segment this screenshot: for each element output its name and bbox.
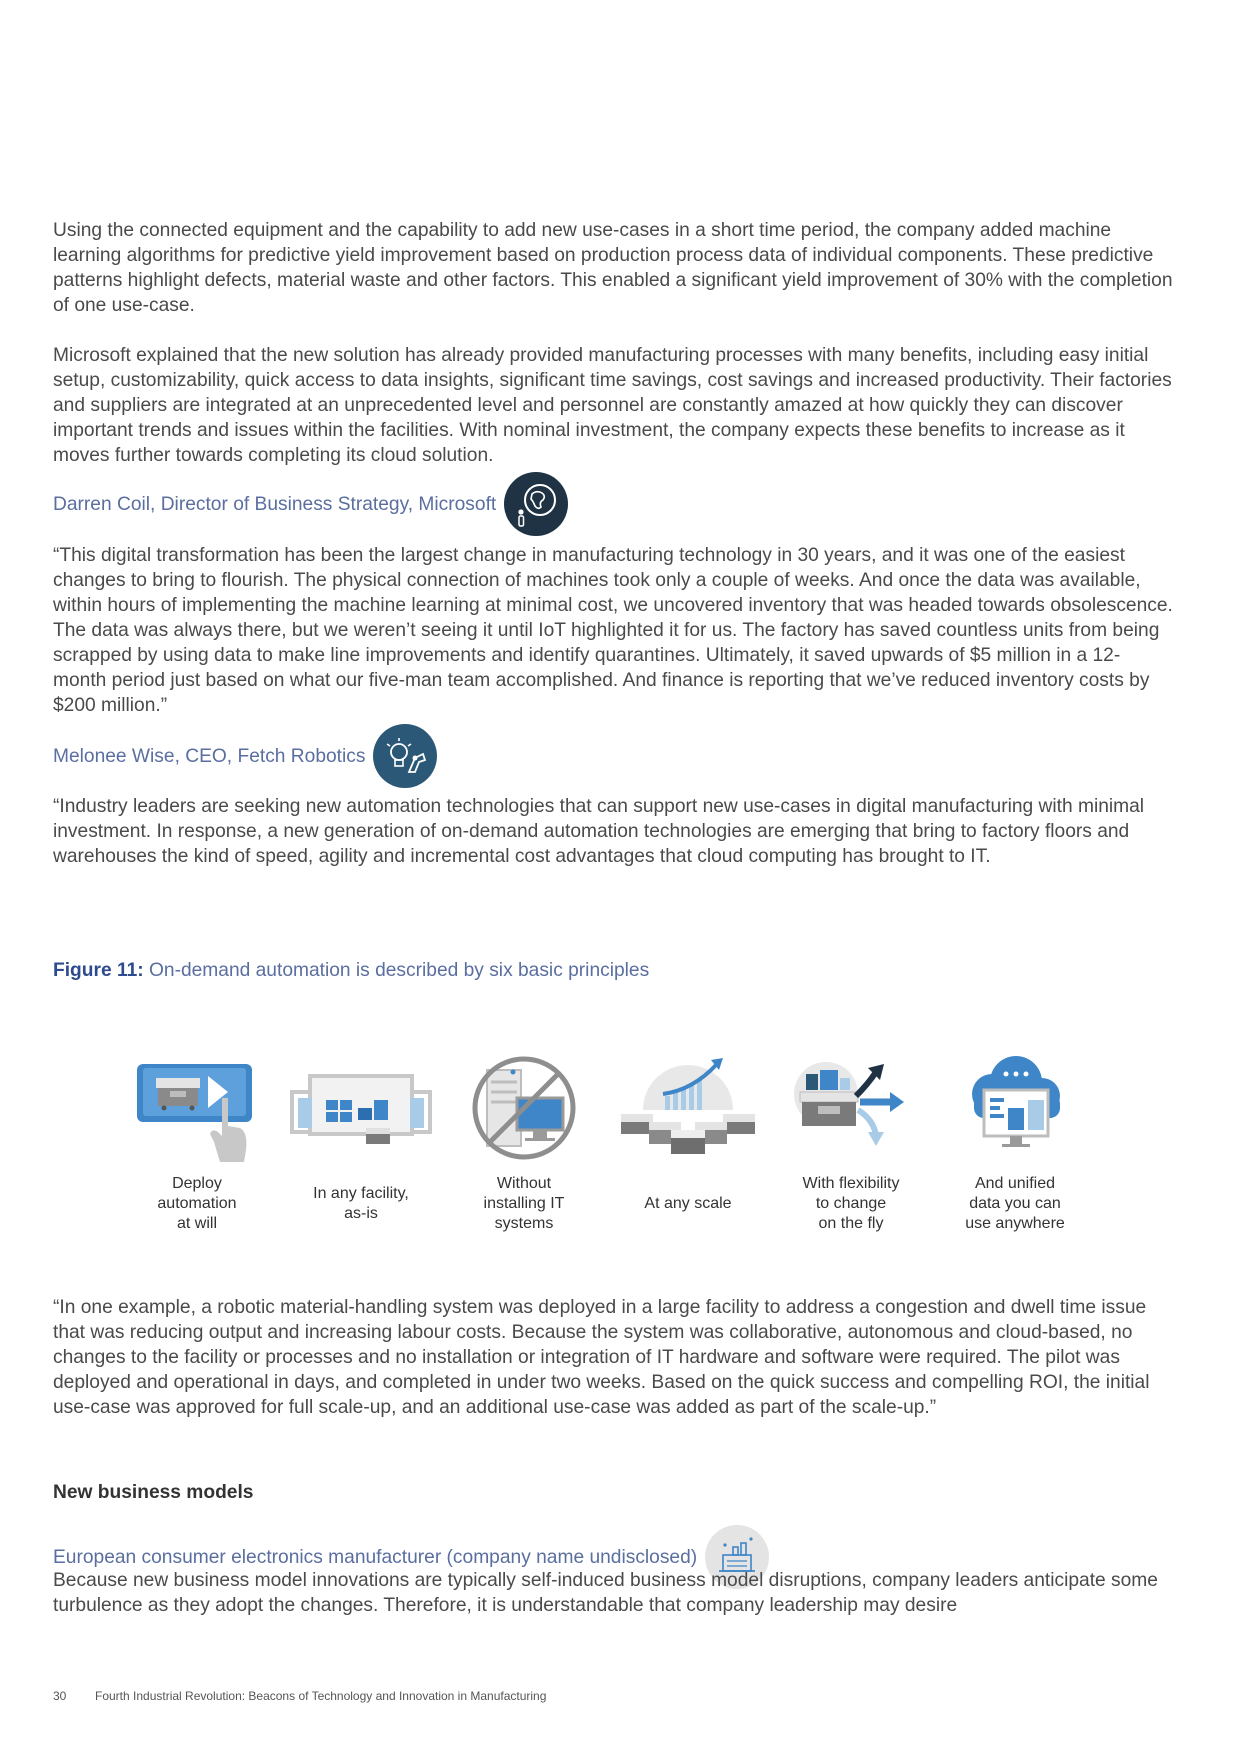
cloud-data-icon — [940, 1050, 1090, 1168]
principle-label: Deploy automation at will — [157, 1175, 237, 1232]
paragraph-quote-darren-coil: “This digital transformation has been the largest change in manufacturing technology in 30 years, and it was one of the easiest changes to bring to flourish. The physical connection of machines took only a couple of weeks. And once the data was available, within hours of implementing the machine learning at minimal cost, we uncovered inventory that was headed towards obsolescence. The data was always there, but we weren’t seeing it until IoT highlighted it for us. The factory has saved countless units from being scrapped by using data to make line improvements and identify quarantines. Ultimately, it saved upwards of $5 million in a 12-month period just based on what our five-man team accomplished. And finance is reporting that we’ve reduced inventory costs by $200 million.” — [53, 545, 1173, 716]
principle-label: And unified data you can use anywhere — [965, 1175, 1065, 1232]
paragraph-robotic-example: “In one example, a robotic material-handling system was deployed in a large facility to address a congestion and dwell time issue that was reducing output and increasing labour costs. Because the system was collaborative, autonomous and cloud-based, no changes to the facility or processes and no installation or integration of IT hardware and software were required. The pilot was deployed and operational in days, and completed in under two weeks. Based on the quick success and compelling ROI, the initial use-case was approved for full scale-up, and an additional use-case was added as part of the scale-up.” — [53, 1297, 1150, 1418]
paragraph-business-models: Because new business model innovations are typically self-induced business model disruptions, company leaders anticipate some turbulence as they adopt the changes. Therefore, it is understandable that company leadership may desire — [53, 1570, 1158, 1616]
principle-label: In any facility, as-is — [313, 1185, 409, 1222]
tablet-robot-icon — [122, 1050, 272, 1168]
principle-label: Without installing IT systems — [483, 1175, 565, 1232]
paragraph-microsoft-benefits: Microsoft explained that the new solution has already provided manufacturing processes with many benefits, including easy initial setup, customizability, quick access to data insights, significant time savings, cost savings and increased productivity. Their factories and suppliers are integrated at an unprecedented level and personnel are constantly amazed at how quickly they can discover important trends and issues within the facilities. With nominal investment, the company expects these benefits to increase as it moves further towards completing its cloud solution. — [53, 345, 1172, 466]
attribution-text: Melonee Wise, CEO, Fetch Robotics — [53, 745, 366, 767]
principle-scale — [613, 1050, 763, 1212]
principle-unified-data — [940, 1050, 1090, 1232]
flexibility-arrows-icon — [776, 1050, 926, 1168]
footer-title: Fourth Industrial Revolution: Beacons of Technology and Innovation in Manufacturing — [95, 1689, 547, 1703]
principle-deploy — [122, 1050, 272, 1232]
attribution-darren-coil — [53, 472, 568, 536]
page-number: 30 — [53, 1689, 67, 1703]
section-heading: New business models — [53, 1482, 254, 1503]
attribution-melonee-wise — [53, 724, 437, 788]
attribution-text: European consumer electronics manufacturer (company name undisclosed) — [53, 1546, 698, 1568]
attribution-text: Darren Coil, Director of Business Strategy, Microsoft — [53, 493, 497, 515]
lightbulb-robot-arm-icon — [373, 724, 437, 788]
principle-facility — [286, 1050, 436, 1222]
principle-label: With flexibility to change on the fly — [802, 1175, 900, 1232]
principle-label: At any scale — [644, 1195, 732, 1212]
no-it-systems-icon — [449, 1050, 599, 1168]
scale-chart-icon — [613, 1050, 763, 1168]
figure-title: On-demand automation is described by six basic principles — [148, 960, 650, 981]
figure-caption — [53, 958, 649, 983]
paragraph-quote-melonee-wise: “Industry leaders are seeking new automation technologies that can support new use-cases in digital manufacturing with minimal investment. In response, a new generation of on-demand automation technologies are emerging that bring to factory floors and warehouses the kind of speed, agility and incremental cost advantages that cloud computing has brought to IT. — [53, 796, 1145, 867]
globe-person-icon — [504, 472, 568, 536]
document-page — [53, 0, 1173, 1754]
figure-label: Figure 11: — [53, 960, 144, 981]
principle-no-it — [449, 1050, 599, 1232]
principle-flexibility — [776, 1050, 926, 1232]
paragraph-yield-improvement: Using the connected equipment and the capability to add new use-cases in a short time period, the company added machine learning algorithms for predictive yield improvement based on production process data of individual components. These predictive patterns highlight defects, material waste and other factors. This enabled a significant yield improvement of 30% with the completion of one use-case. — [53, 220, 1173, 316]
principles-row — [53, 1050, 1173, 1250]
page-footer — [53, 1689, 546, 1703]
facility-icon — [286, 1050, 436, 1168]
